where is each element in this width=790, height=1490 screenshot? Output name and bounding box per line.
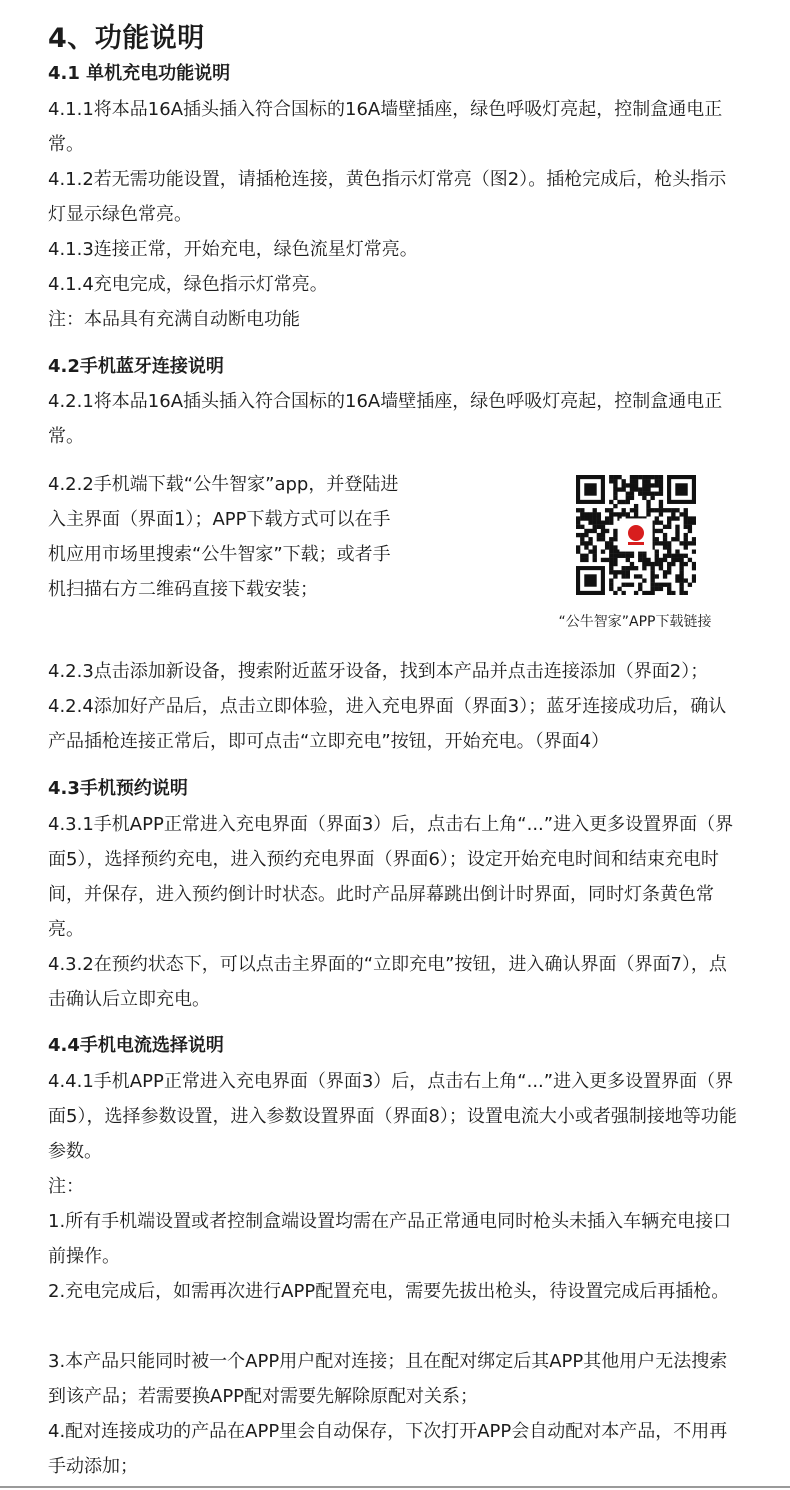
note-item-2: 2.充电完成后，如需再次进行APP配置充电，需要先拔出枪头，待设置完成后再插枪。 [48,1281,730,1302]
paragraph-4-2-3: 4.2.3点击添加新设备，搜索附近蓝牙设备，找到本产品并点击连接添加（界面2）； [48,661,709,682]
paragraph-4-1-1: 4.1.1将本品16A插头插入符合国标的16A墙壁插座，绿色呼吸灯亮起，控制盒通电正常。 [48,99,723,155]
note-item-4: 4.配对连接成功的产品在APP里会自动保存，下次打开APP会自动配对本产品，不用再手动添加； [48,1421,728,1477]
qr-caption: “公牛智家”APP下载链接 [558,614,712,630]
paragraph-4-3-1: 4.3.1手机APP正常进入充电界面（界面3）后，点击右上角“...”进入更多设置界面（界面5），选择预约充电，进入预约充电界面（界面6）；设定开始充电时间和结束充电时间，并保存，进入预约倒计时状态。此时产品屏幕跳出倒计时界面，同时灯条黄色常亮。 [48,814,734,940]
section-heading-4-2: 4.2手机蓝牙连接说明 [48,356,224,377]
paragraph-4-1-2: 4.1.2若无需功能设置，请插枪连接，黄色指示灯常亮（图2）。插枪完成后，枪头指示灯显示绿色常亮。 [48,169,727,225]
paragraph-4-2-4: 4.2.4添加好产品后，点击立即体验，进入充电界面（界面3）；蓝牙连接成功后，确认产品插枪连接正常后，即可点击“立即充电”按钮，开始充电。（界面4） [48,696,727,752]
paragraph-4-4-1: 4.4.1手机APP正常进入充电界面（界面3）后，点击右上角“...”进入更多设置界面（界面5），选择参数设置，进入参数设置界面（界面8）；设置电流大小或者强制接地等功能参数。 [48,1071,737,1162]
page-title: 4、功能说明 [48,23,205,54]
paragraph-4-1-3: 4.1.3连接正常，开始充电，绿色流星灯常亮。 [48,239,418,260]
section-heading-4-3: 4.3手机预约说明 [48,778,188,799]
bottom-divider [0,1486,790,1488]
qr-code-icon [576,475,696,595]
app-download-qr-code[interactable] [576,475,696,595]
section-heading-4-1: 4.1 单机充电功能说明 [48,63,231,84]
paragraph-4-2-2: 4.2.2手机端下载“公牛智家”app，并登陆进入主界面（界面1）；APP下载方式可以在手机应用市场里搜索“公牛智家”下载；或者手机扫描右方二维码直接下载安装； [48,474,399,600]
paragraph-4-1-4: 4.1.4充电完成，绿色指示灯常亮。 [48,274,328,295]
paragraph-4-3-2: 4.3.2在预约状态下，可以点击主界面的“立即充电”按钮，进入确认界面（界面7），点击确认后立即充电。 [48,954,727,1010]
section-heading-4-4: 4.4手机电流选择说明 [48,1035,224,1056]
notes-label: 注： [48,1176,84,1197]
note-auto-power-off: 注：本品具有充满自动断电功能 [48,309,300,330]
note-item-1: 1.所有手机端设置或者控制盒端设置均需在产品正常通电同时枪头未插入车辆充电接口前操作。 [48,1211,732,1267]
note-item-3: 3.本产品只能同时被一个APP用户配对连接；且在配对绑定后其APP其他用户无法搜索到该产品；若需要换APP配对需要先解除原配对关系； [48,1351,728,1407]
paragraph-4-2-1: 4.2.1将本品16A插头插入符合国标的16A墙壁插座，绿色呼吸灯亮起，控制盒通电正常。 [48,391,723,447]
